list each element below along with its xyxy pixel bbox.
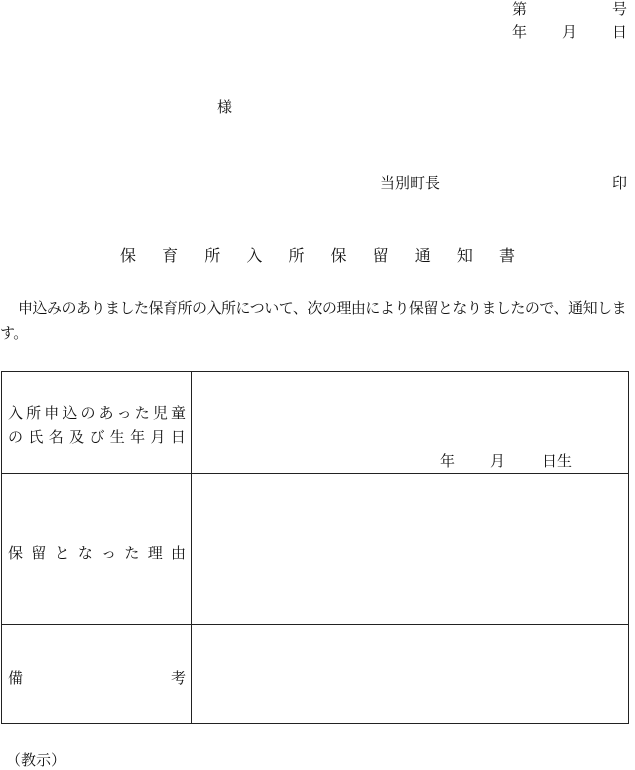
birth-month-label: 月: [490, 452, 506, 470]
child-label-line1-char: 所: [26, 404, 42, 422]
child-label-line2-char: 名: [48, 428, 64, 446]
child-label-line2-char: 生: [109, 428, 125, 446]
remarks-label: [8, 667, 186, 688]
child-label-line1: [8, 402, 186, 423]
child-label-line1-char: 込: [62, 404, 78, 422]
birth-day-label: 日生: [542, 452, 573, 470]
child-label-line1-char: あ: [98, 404, 114, 422]
number-prefix: 第: [512, 0, 528, 18]
document-title: [120, 248, 515, 264]
reason-label-char: 理: [147, 544, 163, 562]
child-label-line1-char: の: [80, 404, 96, 422]
child-label-line1-char: 童: [170, 404, 186, 422]
child-label-line2-char: 月: [150, 428, 166, 446]
child-label-line2-char: 日: [170, 428, 186, 446]
info-table: [1, 371, 629, 724]
issuer-seal: 印: [612, 174, 628, 192]
reason-label-char: っ: [101, 544, 117, 562]
date-day-label: 日: [612, 23, 628, 41]
table-row-divider: [2, 624, 628, 625]
child-label-line2-char: 及: [69, 428, 85, 446]
birth-year-label: 年: [440, 452, 456, 470]
document-title-char: 留: [372, 246, 389, 265]
table-row-divider: [2, 473, 628, 474]
child-label-line1-char: 児: [152, 404, 168, 422]
child-label-line1-char: 入: [8, 404, 24, 422]
document-title-char: 書: [498, 246, 515, 265]
document-title-char: 保: [330, 246, 347, 265]
child-label-line2: [8, 426, 186, 447]
body-paragraph: 申込みのありました保育所の入所について、次の理由により保留となりましたので、通知します。: [0, 299, 627, 342]
document-title-char: 所: [288, 246, 305, 265]
child-label-line2-char: の: [8, 428, 24, 446]
document-title-char: 育: [162, 246, 179, 265]
document-title-char: 入: [246, 246, 263, 265]
date-month-label: 月: [562, 23, 578, 41]
document-title-char: 所: [204, 246, 221, 265]
table-column-divider: [191, 372, 192, 723]
instruction-note: （教示）: [6, 751, 67, 769]
child-label-line1-char: っ: [116, 404, 132, 422]
addressee-honorific: 様: [217, 98, 233, 116]
reason-label: [8, 542, 186, 563]
remarks-label-char: 考: [170, 669, 186, 687]
document-title-char: 通: [414, 246, 431, 265]
reason-label-char: 由: [170, 544, 186, 562]
document-title-char: 知: [456, 246, 473, 265]
reason-label-char: た: [124, 544, 140, 562]
reason-label-char: と: [54, 544, 70, 562]
child-label-line2-char: び: [89, 428, 105, 446]
remarks-label-char: 備: [8, 669, 24, 687]
child-label-line1-char: 申: [44, 404, 60, 422]
reason-label-char: な: [77, 544, 93, 562]
document-title-char: 保: [120, 246, 137, 265]
child-label-line2-char: 氏: [28, 428, 44, 446]
child-label-line1-char: た: [134, 404, 150, 422]
reason-label-char: 保: [8, 544, 24, 562]
date-year-label: 年: [512, 23, 528, 41]
reason-label-char: 留: [31, 544, 47, 562]
number-suffix: 号: [612, 0, 628, 18]
issuer-name: 当別町長: [380, 174, 441, 192]
child-label-line2-char: 年: [130, 428, 146, 446]
